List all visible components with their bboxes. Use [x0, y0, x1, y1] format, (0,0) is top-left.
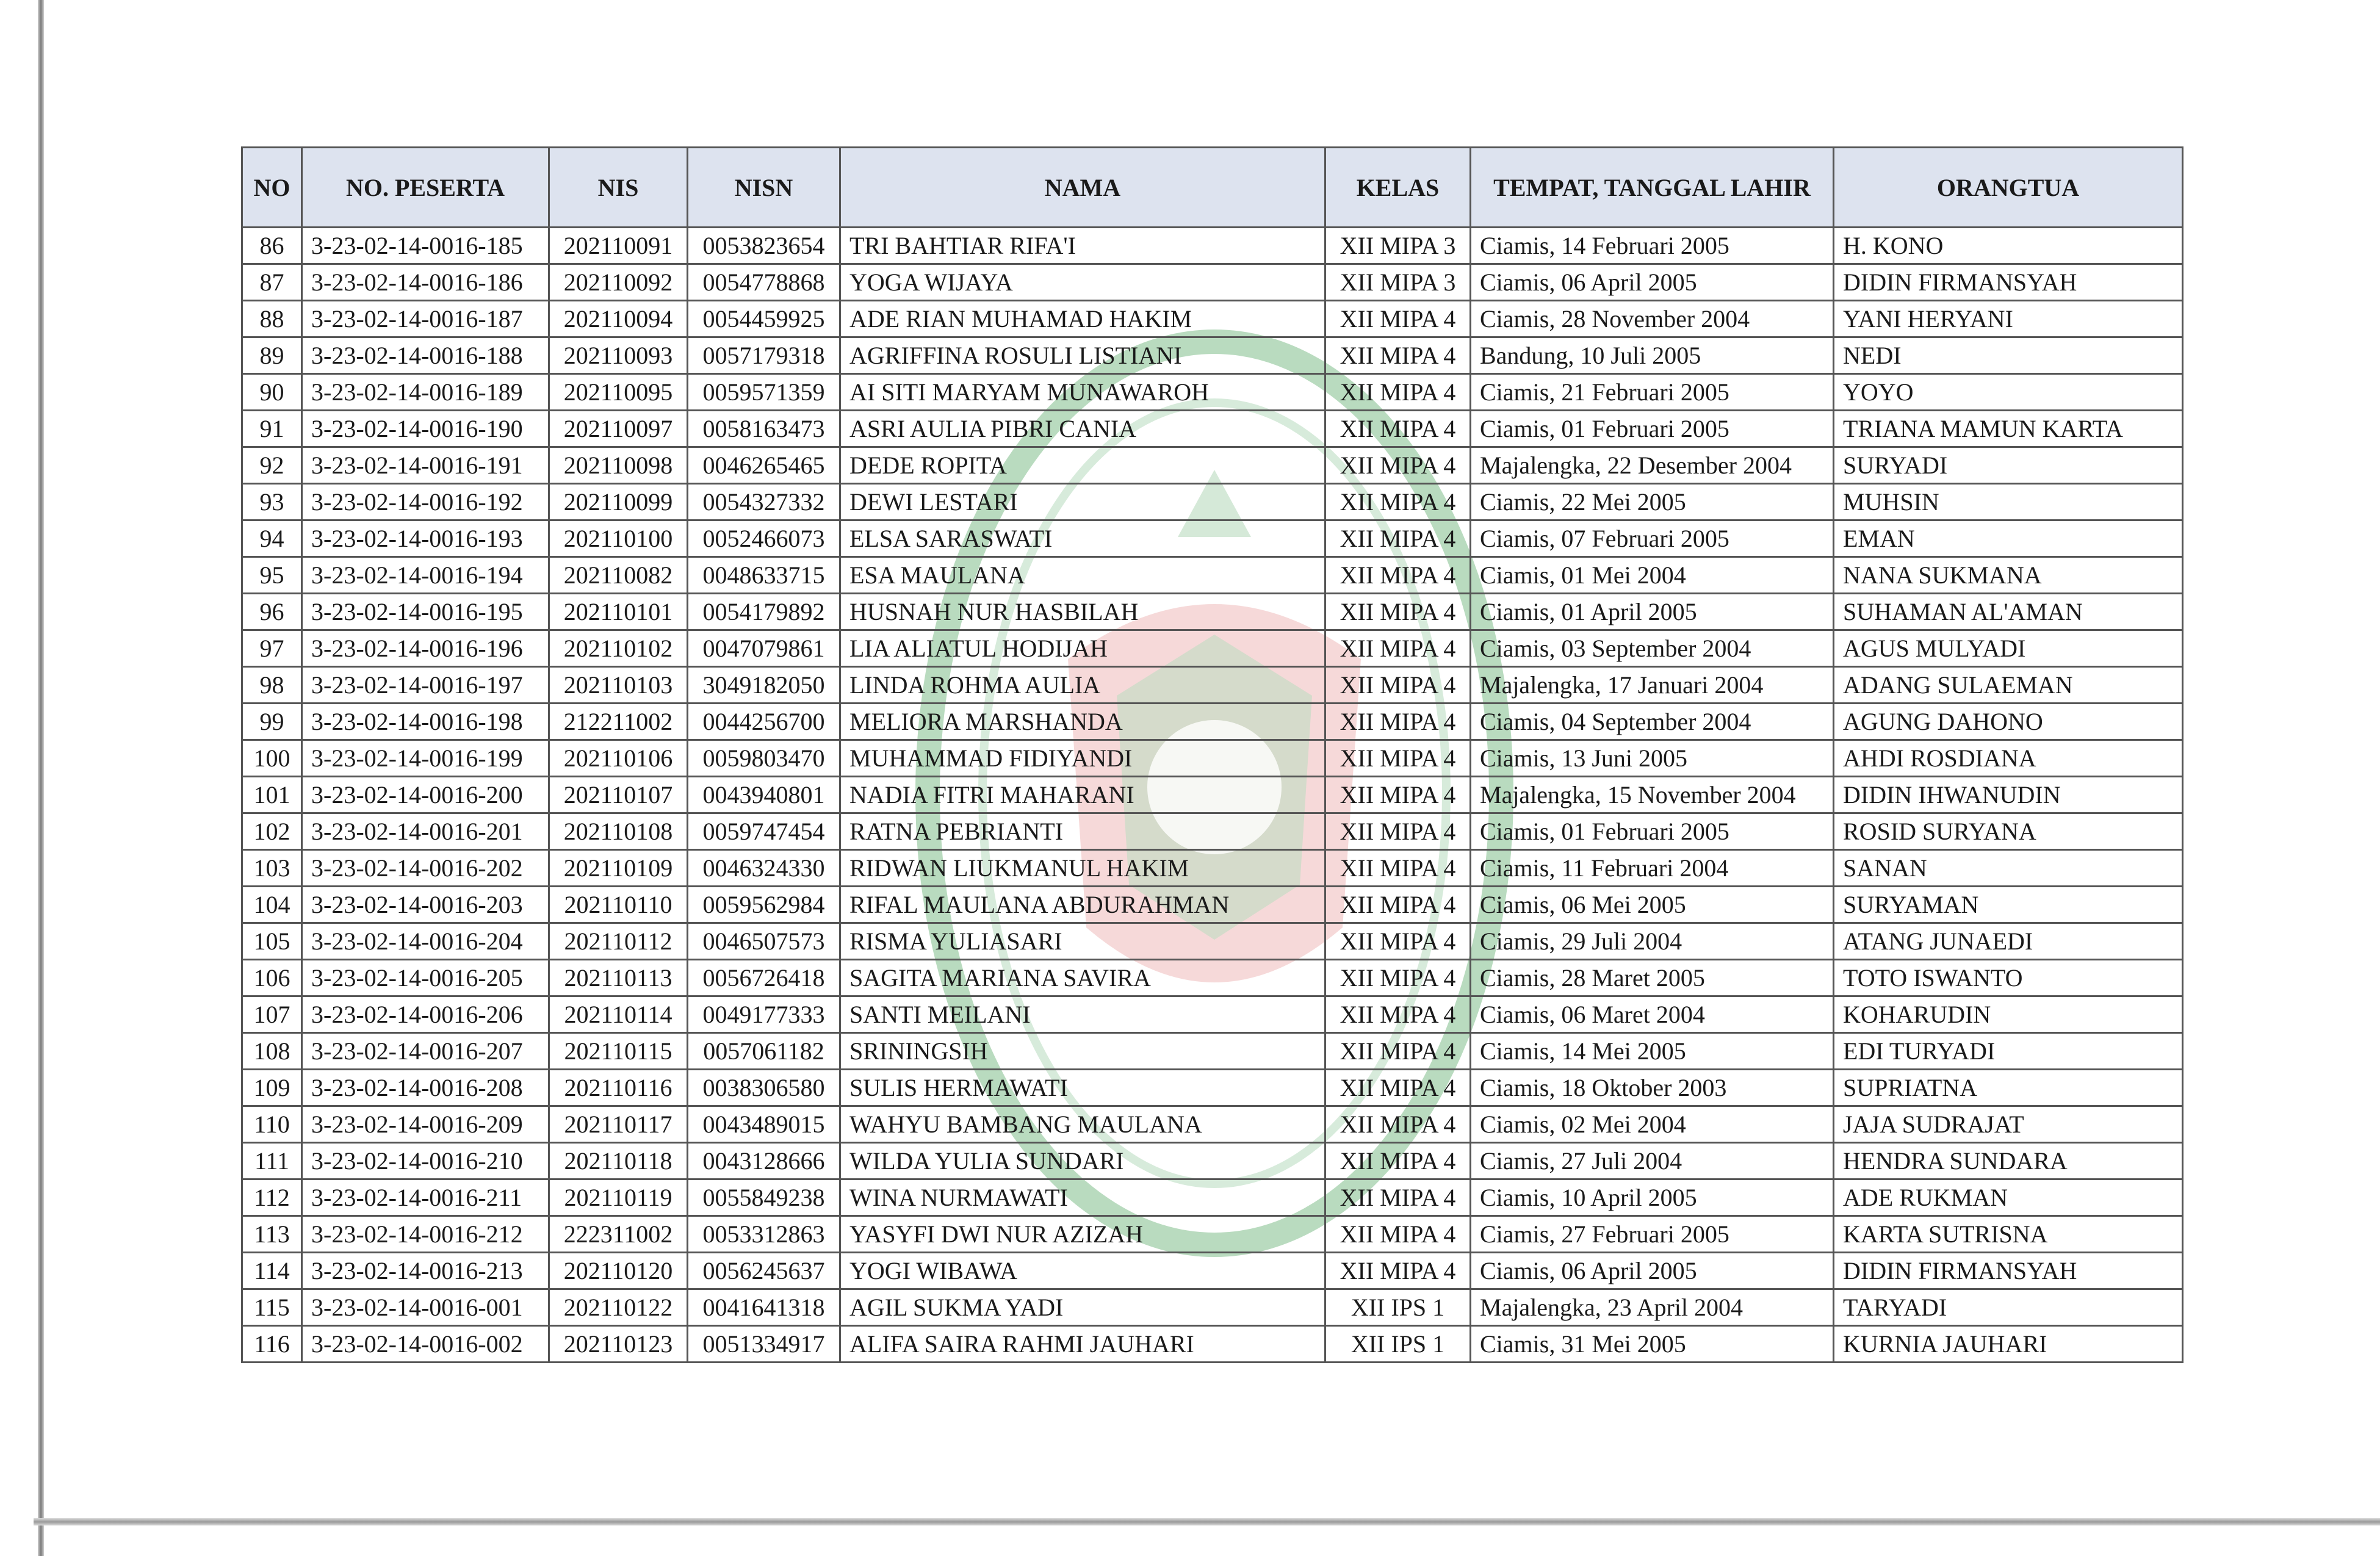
cell-nis: 202110097	[549, 411, 688, 447]
cell-no-peserta: 3-23-02-14-0016-191	[302, 447, 549, 484]
cell-nisn: 0058163473	[688, 411, 840, 447]
cell-no: 88	[242, 301, 302, 337]
cell-kelas: XII MIPA 4	[1325, 337, 1471, 374]
cell-nis: 212211002	[549, 704, 688, 740]
cell-nis: 202110094	[549, 301, 688, 337]
cell-orangtua: DIDIN FIRMANSYAH	[1834, 1253, 2183, 1289]
cell-no-peserta: 3-23-02-14-0016-209	[302, 1106, 549, 1143]
cell-tempat-tanggal-lahir: Majalengka, 23 April 2004	[1471, 1289, 1834, 1326]
cell-no: 106	[242, 960, 302, 996]
cell-no: 104	[242, 887, 302, 923]
cell-nis: 202110091	[549, 228, 688, 264]
cell-no: 105	[242, 923, 302, 960]
cell-kelas: XII MIPA 4	[1325, 447, 1471, 484]
cell-tempat-tanggal-lahir: Ciamis, 21 Februari 2005	[1471, 374, 1834, 411]
cell-nama: RATNA PEBRIANTI	[840, 813, 1325, 850]
cell-no-peserta: 3-23-02-14-0016-200	[302, 777, 549, 813]
table-row	[242, 813, 2183, 850]
cell-kelas: XII MIPA 3	[1325, 228, 1471, 264]
cell-no-peserta: 3-23-02-14-0016-203	[302, 887, 549, 923]
cell-kelas: XII MIPA 4	[1325, 301, 1471, 337]
cell-orangtua: NEDI	[1834, 337, 2183, 374]
cell-nama: SANTI MEILANI	[840, 996, 1325, 1033]
cell-no: 100	[242, 740, 302, 777]
cell-nisn: 0041641318	[688, 1289, 840, 1326]
cell-nisn: 0046265465	[688, 447, 840, 484]
table-row	[242, 996, 2183, 1033]
cell-nis: 202110106	[549, 740, 688, 777]
cell-nisn: 0054179892	[688, 594, 840, 630]
cell-orangtua: JAJA SUDRAJAT	[1834, 1106, 2183, 1143]
cell-kelas: XII MIPA 4	[1325, 960, 1471, 996]
cell-kelas: XII MIPA 3	[1325, 264, 1471, 301]
cell-nama: RIDWAN LIUKMANUL HAKIM	[840, 850, 1325, 887]
cell-kelas: XII MIPA 4	[1325, 923, 1471, 960]
cell-orangtua: ADE RUKMAN	[1834, 1180, 2183, 1216]
cell-orangtua: AGUNG DAHONO	[1834, 704, 2183, 740]
cell-nis: 202110099	[549, 484, 688, 520]
cell-tempat-tanggal-lahir: Ciamis, 01 Februari 2005	[1471, 411, 1834, 447]
cell-no: 107	[242, 996, 302, 1033]
cell-no: 86	[242, 228, 302, 264]
table-row	[242, 1143, 2183, 1180]
table-row	[242, 630, 2183, 667]
cell-orangtua: ADANG SULAEMAN	[1834, 667, 2183, 704]
cell-kelas: XII MIPA 4	[1325, 1253, 1471, 1289]
table-row	[242, 337, 2183, 374]
cell-tempat-tanggal-lahir: Ciamis, 06 April 2005	[1471, 1253, 1834, 1289]
cell-tempat-tanggal-lahir: Ciamis, 02 Mei 2004	[1471, 1106, 1834, 1143]
cell-nisn: 0054778868	[688, 264, 840, 301]
cell-orangtua: AHDI ROSDIANA	[1834, 740, 2183, 777]
cell-no: 101	[242, 777, 302, 813]
cell-no-peserta: 3-23-02-14-0016-195	[302, 594, 549, 630]
cell-tempat-tanggal-lahir: Ciamis, 01 April 2005	[1471, 594, 1834, 630]
cell-nis: 202110095	[549, 374, 688, 411]
cell-no-peserta: 3-23-02-14-0016-192	[302, 484, 549, 520]
cell-nama: AI SITI MARYAM MUNAWAROH	[840, 374, 1325, 411]
cell-tempat-tanggal-lahir: Ciamis, 01 Februari 2005	[1471, 813, 1834, 850]
cell-nis: 202110092	[549, 264, 688, 301]
cell-orangtua: TARYADI	[1834, 1289, 2183, 1326]
cell-orangtua: SURYAMAN	[1834, 887, 2183, 923]
cell-no-peserta: 3-23-02-14-0016-185	[302, 228, 549, 264]
cell-kelas: XII MIPA 4	[1325, 1180, 1471, 1216]
cell-kelas: XII MIPA 4	[1325, 520, 1471, 557]
cell-nisn: 0059571359	[688, 374, 840, 411]
cell-nisn: 0057061182	[688, 1033, 840, 1070]
header-nis: NIS	[549, 148, 688, 228]
table-row	[242, 484, 2183, 520]
cell-kelas: XII MIPA 4	[1325, 667, 1471, 704]
cell-nama: ELSA SARASWATI	[840, 520, 1325, 557]
header-orangtua: ORANGTUA	[1834, 148, 2183, 228]
cell-no: 89	[242, 337, 302, 374]
cell-nisn: 0052466073	[688, 520, 840, 557]
table-row	[242, 557, 2183, 594]
cell-kelas: XII MIPA 4	[1325, 1216, 1471, 1253]
cell-nis: 202110117	[549, 1106, 688, 1143]
cell-tempat-tanggal-lahir: Ciamis, 28 Maret 2005	[1471, 960, 1834, 996]
cell-no-peserta: 3-23-02-14-0016-187	[302, 301, 549, 337]
cell-nis: 202110102	[549, 630, 688, 667]
header-nisn: NISN	[688, 148, 840, 228]
cell-no: 108	[242, 1033, 302, 1070]
cell-nisn: 0044256700	[688, 704, 840, 740]
cell-nama: NADIA FITRI MAHARANI	[840, 777, 1325, 813]
cell-no-peserta: 3-23-02-14-0016-213	[302, 1253, 549, 1289]
cell-kelas: XII MIPA 4	[1325, 1143, 1471, 1180]
table-row	[242, 923, 2183, 960]
cell-nama: RISMA YULIASARI	[840, 923, 1325, 960]
cell-orangtua: ATANG JUNAEDI	[1834, 923, 2183, 960]
cell-orangtua: DIDIN FIRMANSYAH	[1834, 264, 2183, 301]
cell-nis: 202110101	[549, 594, 688, 630]
table-row	[242, 667, 2183, 704]
cell-orangtua: EDI TURYADI	[1834, 1033, 2183, 1070]
cell-kelas: XII MIPA 4	[1325, 484, 1471, 520]
cell-nisn: 3049182050	[688, 667, 840, 704]
table-header-row	[242, 148, 2183, 228]
table-row	[242, 1289, 2183, 1326]
cell-kelas: XII IPS 1	[1325, 1326, 1471, 1363]
cell-kelas: XII MIPA 4	[1325, 777, 1471, 813]
table-body	[242, 228, 2183, 1363]
cell-nama: SULIS HERMAWATI	[840, 1070, 1325, 1106]
cell-tempat-tanggal-lahir: Ciamis, 28 November 2004	[1471, 301, 1834, 337]
cell-nisn: 0038306580	[688, 1070, 840, 1106]
cell-nama: HUSNAH NUR HASBILAH	[840, 594, 1325, 630]
table-row	[242, 850, 2183, 887]
cell-no: 113	[242, 1216, 302, 1253]
cell-nisn: 0053823654	[688, 228, 840, 264]
cell-orangtua: MUHSIN	[1834, 484, 2183, 520]
cell-no-peserta: 3-23-02-14-0016-189	[302, 374, 549, 411]
cell-nama: DEDE ROPITA	[840, 447, 1325, 484]
cell-nis: 202110110	[549, 887, 688, 923]
cell-no-peserta: 3-23-02-14-0016-205	[302, 960, 549, 996]
cell-no: 87	[242, 264, 302, 301]
cell-no-peserta: 3-23-02-14-0016-201	[302, 813, 549, 850]
cell-orangtua: SANAN	[1834, 850, 2183, 887]
cell-no-peserta: 3-23-02-14-0016-002	[302, 1326, 549, 1363]
cell-nisn: 0043128666	[688, 1143, 840, 1180]
cell-no-peserta: 3-23-02-14-0016-204	[302, 923, 549, 960]
cell-no: 97	[242, 630, 302, 667]
cell-orangtua: YANI HERYANI	[1834, 301, 2183, 337]
table-row	[242, 1326, 2183, 1363]
cell-nama: SRININGSIH	[840, 1033, 1325, 1070]
cell-tempat-tanggal-lahir: Ciamis, 04 September 2004	[1471, 704, 1834, 740]
cell-nama: SAGITA MARIANA SAVIRA	[840, 960, 1325, 996]
cell-no-peserta: 3-23-02-14-0016-206	[302, 996, 549, 1033]
cell-no-peserta: 3-23-02-14-0016-212	[302, 1216, 549, 1253]
cell-nisn: 0053312863	[688, 1216, 840, 1253]
table-row	[242, 594, 2183, 630]
cell-orangtua: TOTO ISWANTO	[1834, 960, 2183, 996]
cell-nis: 202110118	[549, 1143, 688, 1180]
scan-left-edge	[38, 0, 44, 1556]
header-kelas: KELAS	[1325, 148, 1471, 228]
cell-kelas: XII MIPA 4	[1325, 1106, 1471, 1143]
cell-kelas: XII MIPA 4	[1325, 813, 1471, 850]
cell-no-peserta: 3-23-02-14-0016-208	[302, 1070, 549, 1106]
cell-nisn: 0048633715	[688, 557, 840, 594]
cell-nama: MUHAMMAD FIDIYANDI	[840, 740, 1325, 777]
cell-no: 94	[242, 520, 302, 557]
cell-no: 103	[242, 850, 302, 887]
cell-nisn: 0054459925	[688, 301, 840, 337]
cell-no-peserta: 3-23-02-14-0016-194	[302, 557, 549, 594]
cell-kelas: XII MIPA 4	[1325, 557, 1471, 594]
cell-no: 112	[242, 1180, 302, 1216]
cell-no: 95	[242, 557, 302, 594]
cell-nama: WAHYU BAMBANG MAULANA	[840, 1106, 1325, 1143]
cell-orangtua: KARTA SUTRISNA	[1834, 1216, 2183, 1253]
cell-orangtua: H. KONO	[1834, 228, 2183, 264]
cell-nisn: 0056245637	[688, 1253, 840, 1289]
cell-nisn: 0059562984	[688, 887, 840, 923]
cell-nisn: 0059803470	[688, 740, 840, 777]
cell-no: 115	[242, 1289, 302, 1326]
cell-orangtua: EMAN	[1834, 520, 2183, 557]
cell-orangtua: AGUS MULYADI	[1834, 630, 2183, 667]
cell-no-peserta: 3-23-02-14-0016-210	[302, 1143, 549, 1180]
cell-no: 99	[242, 704, 302, 740]
cell-tempat-tanggal-lahir: Ciamis, 03 September 2004	[1471, 630, 1834, 667]
cell-no: 109	[242, 1070, 302, 1106]
table-row	[242, 960, 2183, 996]
cell-nis: 202110108	[549, 813, 688, 850]
header-no: NO	[242, 148, 302, 228]
table-row	[242, 374, 2183, 411]
cell-tempat-tanggal-lahir: Ciamis, 27 Juli 2004	[1471, 1143, 1834, 1180]
cell-no: 110	[242, 1106, 302, 1143]
cell-no-peserta: 3-23-02-14-0016-197	[302, 667, 549, 704]
cell-orangtua: NANA SUKMANA	[1834, 557, 2183, 594]
cell-tempat-tanggal-lahir: Ciamis, 06 Mei 2005	[1471, 887, 1834, 923]
cell-nama: YASYFI DWI NUR AZIZAH	[840, 1216, 1325, 1253]
table-row	[242, 704, 2183, 740]
cell-orangtua: KURNIA JAUHARI	[1834, 1326, 2183, 1363]
table-row	[242, 447, 2183, 484]
header-no-peserta: NO. PESERTA	[302, 148, 549, 228]
table-row	[242, 1180, 2183, 1216]
cell-tempat-tanggal-lahir: Ciamis, 06 April 2005	[1471, 264, 1834, 301]
cell-nama: DEWI LESTARI	[840, 484, 1325, 520]
table-row	[242, 228, 2183, 264]
table-row	[242, 1253, 2183, 1289]
cell-tempat-tanggal-lahir: Ciamis, 27 Februari 2005	[1471, 1216, 1834, 1253]
cell-tempat-tanggal-lahir: Ciamis, 14 Februari 2005	[1471, 228, 1834, 264]
table-row	[242, 1216, 2183, 1253]
cell-orangtua: SUHAMAN AL'AMAN	[1834, 594, 2183, 630]
cell-orangtua: SURYADI	[1834, 447, 2183, 484]
cell-kelas: XII MIPA 4	[1325, 374, 1471, 411]
cell-nis: 202110107	[549, 777, 688, 813]
cell-orangtua: KOHARUDIN	[1834, 996, 2183, 1033]
cell-tempat-tanggal-lahir: Ciamis, 11 Februari 2004	[1471, 850, 1834, 887]
cell-tempat-tanggal-lahir: Ciamis, 07 Februari 2005	[1471, 520, 1834, 557]
cell-nis: 222311002	[549, 1216, 688, 1253]
cell-nis: 202110093	[549, 337, 688, 374]
table-row	[242, 301, 2183, 337]
table-row	[242, 887, 2183, 923]
cell-no-peserta: 3-23-02-14-0016-190	[302, 411, 549, 447]
table-row	[242, 264, 2183, 301]
cell-nama: TRI BAHTIAR RIFA'I	[840, 228, 1325, 264]
cell-nis: 202110112	[549, 923, 688, 960]
cell-no: 116	[242, 1326, 302, 1363]
cell-nisn: 0046507573	[688, 923, 840, 960]
cell-orangtua: SUPRIATNA	[1834, 1070, 2183, 1106]
cell-nis: 202110098	[549, 447, 688, 484]
cell-nama: AGIL SUKMA YADI	[840, 1289, 1325, 1326]
cell-tempat-tanggal-lahir: Majalengka, 17 Januari 2004	[1471, 667, 1834, 704]
cell-nama: LIA ALIATUL HODIJAH	[840, 630, 1325, 667]
header-tempat-tanggal-lahir: TEMPAT, TANGGAL LAHIR	[1471, 148, 1834, 228]
cell-nis: 202110082	[549, 557, 688, 594]
cell-nama: WILDA YULIA SUNDARI	[840, 1143, 1325, 1180]
cell-no: 91	[242, 411, 302, 447]
cell-nis: 202110103	[549, 667, 688, 704]
cell-nisn: 0054327332	[688, 484, 840, 520]
cell-kelas: XII MIPA 4	[1325, 594, 1471, 630]
cell-tempat-tanggal-lahir: Ciamis, 22 Mei 2005	[1471, 484, 1834, 520]
cell-kelas: XII MIPA 4	[1325, 704, 1471, 740]
cell-no: 102	[242, 813, 302, 850]
cell-orangtua: DIDIN IHWANUDIN	[1834, 777, 2183, 813]
cell-tempat-tanggal-lahir: Ciamis, 13 Juni 2005	[1471, 740, 1834, 777]
cell-tempat-tanggal-lahir: Ciamis, 31 Mei 2005	[1471, 1326, 1834, 1363]
cell-nama: YOGI WIBAWA	[840, 1253, 1325, 1289]
cell-tempat-tanggal-lahir: Ciamis, 01 Mei 2004	[1471, 557, 1834, 594]
cell-nama: WINA NURMAWATI	[840, 1180, 1325, 1216]
cell-nis: 202110113	[549, 960, 688, 996]
cell-no-peserta: 3-23-02-14-0016-001	[302, 1289, 549, 1326]
cell-nis: 202110115	[549, 1033, 688, 1070]
cell-no: 111	[242, 1143, 302, 1180]
student-roster-table	[241, 146, 2183, 1363]
cell-nama: ASRI AULIA PIBRI CANIA	[840, 411, 1325, 447]
cell-no-peserta: 3-23-02-14-0016-188	[302, 337, 549, 374]
cell-orangtua: YOYO	[1834, 374, 2183, 411]
cell-no-peserta: 3-23-02-14-0016-207	[302, 1033, 549, 1070]
cell-no: 93	[242, 484, 302, 520]
cell-no: 96	[242, 594, 302, 630]
cell-nisn: 0049177333	[688, 996, 840, 1033]
cell-nisn: 0043940801	[688, 777, 840, 813]
cell-no-peserta: 3-23-02-14-0016-193	[302, 520, 549, 557]
cell-no-peserta: 3-23-02-14-0016-198	[302, 704, 549, 740]
cell-nis: 202110109	[549, 850, 688, 887]
cell-orangtua: TRIANA MAMUN KARTA	[1834, 411, 2183, 447]
cell-nis: 202110114	[549, 996, 688, 1033]
cell-nisn: 0056726418	[688, 960, 840, 996]
cell-nama: ESA MAULANA	[840, 557, 1325, 594]
cell-nama: RIFAL MAULANA ABDURAHMAN	[840, 887, 1325, 923]
cell-nisn: 0059747454	[688, 813, 840, 850]
cell-no: 114	[242, 1253, 302, 1289]
cell-nis: 202110100	[549, 520, 688, 557]
cell-nisn: 0046324330	[688, 850, 840, 887]
cell-no-peserta: 3-23-02-14-0016-199	[302, 740, 549, 777]
cell-nis: 202110119	[549, 1180, 688, 1216]
cell-kelas: XII IPS 1	[1325, 1289, 1471, 1326]
cell-nisn: 0047079861	[688, 630, 840, 667]
cell-no-peserta: 3-23-02-14-0016-211	[302, 1180, 549, 1216]
cell-nisn: 0051334917	[688, 1326, 840, 1363]
cell-no-peserta: 3-23-02-14-0016-202	[302, 850, 549, 887]
cell-nama: AGRIFFINA ROSULI LISTIANI	[840, 337, 1325, 374]
table-row	[242, 777, 2183, 813]
cell-kelas: XII MIPA 4	[1325, 850, 1471, 887]
cell-kelas: XII MIPA 4	[1325, 630, 1471, 667]
cell-nama: MELIORA MARSHANDA	[840, 704, 1325, 740]
cell-nis: 202110120	[549, 1253, 688, 1289]
table-row	[242, 1106, 2183, 1143]
cell-tempat-tanggal-lahir: Ciamis, 14 Mei 2005	[1471, 1033, 1834, 1070]
scan-bottom-edge	[34, 1518, 2380, 1525]
table-row	[242, 740, 2183, 777]
cell-nama: LINDA ROHMA AULIA	[840, 667, 1325, 704]
cell-nama: ALIFA SAIRA RAHMI JAUHARI	[840, 1326, 1325, 1363]
cell-tempat-tanggal-lahir: Bandung, 10 Juli 2005	[1471, 337, 1834, 374]
cell-no: 98	[242, 667, 302, 704]
cell-tempat-tanggal-lahir: Ciamis, 10 April 2005	[1471, 1180, 1834, 1216]
cell-no-peserta: 3-23-02-14-0016-186	[302, 264, 549, 301]
cell-kelas: XII MIPA 4	[1325, 740, 1471, 777]
cell-kelas: XII MIPA 4	[1325, 996, 1471, 1033]
cell-tempat-tanggal-lahir: Ciamis, 06 Maret 2004	[1471, 996, 1834, 1033]
cell-orangtua: HENDRA SUNDARA	[1834, 1143, 2183, 1180]
cell-kelas: XII MIPA 4	[1325, 1033, 1471, 1070]
cell-kelas: XII MIPA 4	[1325, 1070, 1471, 1106]
cell-nis: 202110116	[549, 1070, 688, 1106]
cell-nis: 202110123	[549, 1326, 688, 1363]
cell-nis: 202110122	[549, 1289, 688, 1326]
cell-tempat-tanggal-lahir: Majalengka, 22 Desember 2004	[1471, 447, 1834, 484]
table-row	[242, 1070, 2183, 1106]
table-row	[242, 411, 2183, 447]
cell-nisn: 0043489015	[688, 1106, 840, 1143]
cell-tempat-tanggal-lahir: Ciamis, 29 Juli 2004	[1471, 923, 1834, 960]
cell-no: 90	[242, 374, 302, 411]
cell-kelas: XII MIPA 4	[1325, 887, 1471, 923]
table-row	[242, 1033, 2183, 1070]
cell-no-peserta: 3-23-02-14-0016-196	[302, 630, 549, 667]
cell-nisn: 0057179318	[688, 337, 840, 374]
cell-no: 92	[242, 447, 302, 484]
cell-orangtua: ROSID SURYANA	[1834, 813, 2183, 850]
cell-tempat-tanggal-lahir: Majalengka, 15 November 2004	[1471, 777, 1834, 813]
cell-kelas: XII MIPA 4	[1325, 411, 1471, 447]
cell-nama: YOGA WIJAYA	[840, 264, 1325, 301]
header-nama: NAMA	[840, 148, 1325, 228]
cell-tempat-tanggal-lahir: Ciamis, 18 Oktober 2003	[1471, 1070, 1834, 1106]
table-row	[242, 520, 2183, 557]
cell-nisn: 0055849238	[688, 1180, 840, 1216]
cell-nama: ADE RIAN MUHAMAD HAKIM	[840, 301, 1325, 337]
